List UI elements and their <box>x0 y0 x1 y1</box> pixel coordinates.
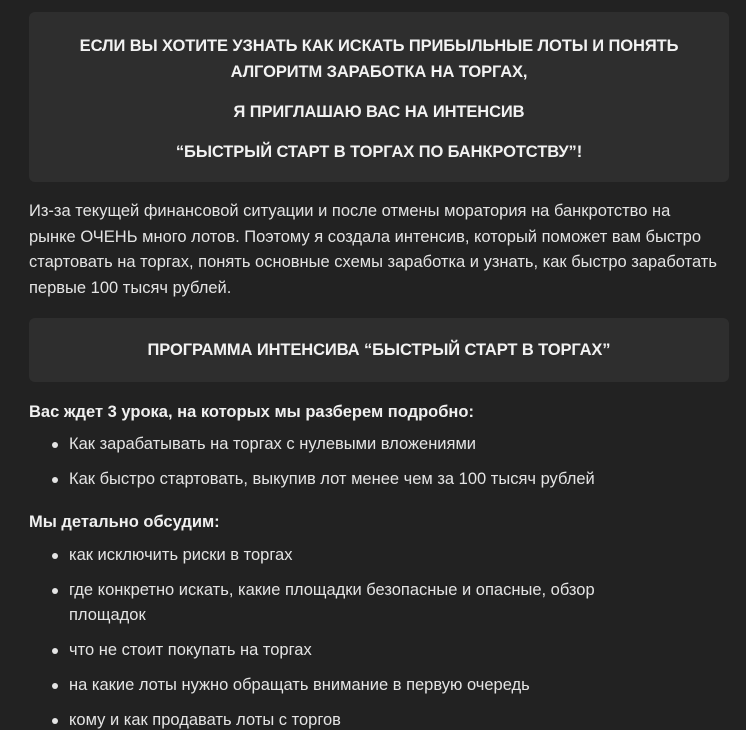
list-item-text: кому и как продавать лоты с торгов <box>69 711 341 729</box>
intro-line-1b: АЛГОРИТМ ЗАРАБОТКА НА ТОРГАХ, <box>230 63 528 81</box>
list-item <box>29 638 729 663</box>
list-item <box>29 708 729 730</box>
page-content <box>29 12 729 730</box>
intro-line-3: “БЫСТРЫЙ СТАРТ В ТОРГАХ ПО БАНКРОТСТВУ”! <box>175 143 583 161</box>
bullet-icon <box>52 477 58 483</box>
program-title: ПРОГРАММА ИНТЕНСИВА “БЫСТРЫЙ СТАРТ В ТОРГАХ” <box>147 341 611 359</box>
bullet-icon <box>52 442 58 448</box>
bullet-icon <box>52 553 58 559</box>
intro-paragraph: Из-за текущей финансовой ситуации и после отмены моратория на банкротство на рынке ОЧЕНЬ много лотов. Поэтому я создала интенсив, который поможет вам быстро стартовать на торгах, понять основные схемы заработка и узнать, как быстро заработать первые 100 тысяч рублей. <box>29 202 717 297</box>
list-item-text: на какие лоты нужно обращать внимание в первую очередь <box>69 676 530 694</box>
lessons-heading: Вас ждет 3 урока, на которых мы разберем подробно: <box>29 403 474 421</box>
intro-callout <box>29 12 729 182</box>
program-callout <box>29 318 729 382</box>
list-item <box>29 578 729 628</box>
list-item-text: где конкретно искать, какие площадки безопасные и опасные, обзор площадок <box>69 581 595 624</box>
list-item <box>29 467 729 492</box>
list-item-text: Как быстро стартовать, выкупив лот менее чем за 100 тысяч рублей <box>69 470 595 488</box>
list-item <box>29 673 729 698</box>
discuss-heading: Мы детально обсудим: <box>29 513 220 531</box>
discuss-list <box>29 543 729 730</box>
bullet-icon <box>52 588 58 594</box>
list-item <box>29 432 729 457</box>
lessons-list <box>29 432 729 492</box>
intro-line-2: Я ПРИГЛАШАЮ ВАС НА ИНТЕНСИВ <box>233 103 525 121</box>
bullet-icon <box>52 718 58 724</box>
list-item-text: что не стоит покупать на торгах <box>69 641 312 659</box>
list-item-text: как исключить риски в торгах <box>69 546 293 564</box>
list-item-text: Как зарабатывать на торгах с нулевыми вложениями <box>69 435 477 453</box>
intro-line-1a: ЕСЛИ ВЫ ХОТИТЕ УЗНАТЬ КАК ИСКАТЬ ПРИБЫЛЬНЫЕ ЛОТЫ И ПОНЯТЬ <box>79 37 679 55</box>
bullet-icon <box>52 683 58 689</box>
list-item <box>29 543 729 568</box>
bullet-icon <box>52 648 58 654</box>
